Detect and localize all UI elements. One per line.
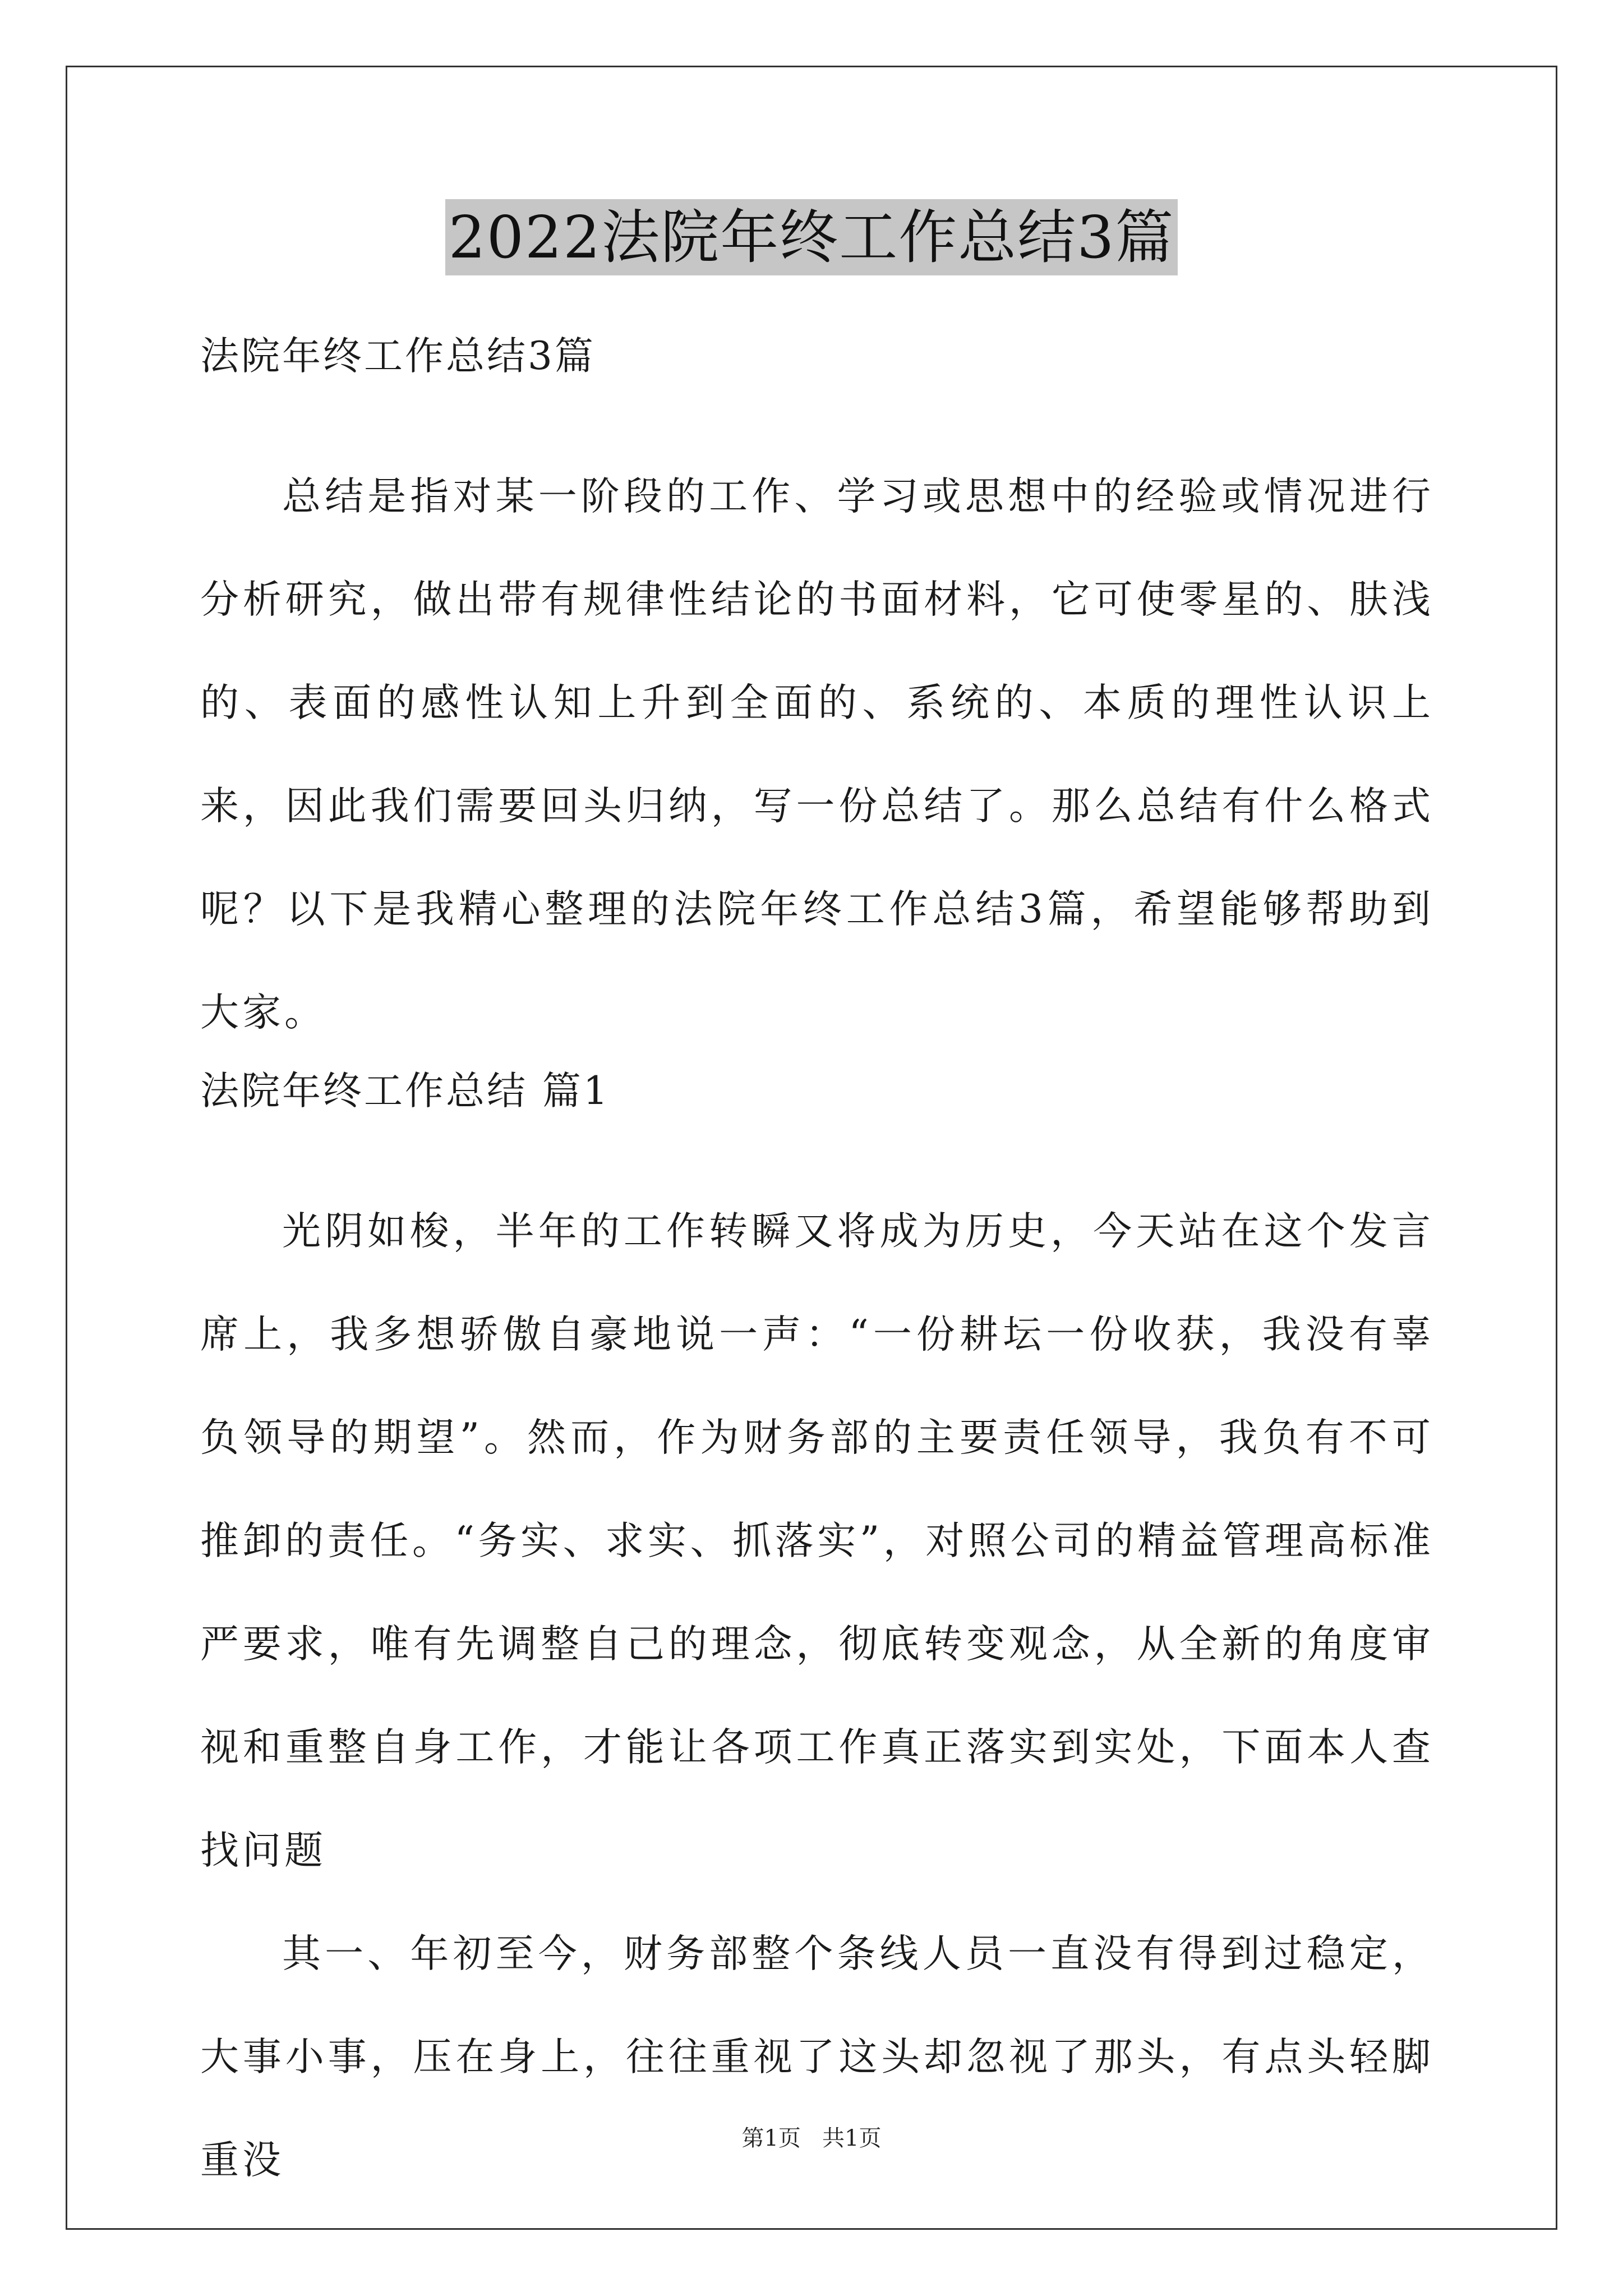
section-heading: 法院年终工作总结 篇1 bbox=[200, 1069, 610, 1114]
title-container bbox=[0, 199, 1623, 275]
document-title: 2022法院年终工作总结3篇 bbox=[445, 199, 1178, 275]
section-paragraph-1: 光阴如梭，半年的工作转瞬又将成为历史，今天站在这个发言席上，我多想骄傲自豪地说一声：“一份耕坛一份收获，我没有辜负领导的期望”。然而，作为财务部的主要责任领导，我负有不可推卸的责任。“务实、求实、抓落实”，对照公司的精益管理高标准严要求，唯有先调整自己的理念，彻底转变观念，从全新的角度审视和重整自身工作，才能让各项工作真正落实到实处，下面本人查找问题 bbox=[200, 1209, 1434, 1873]
intro-paragraph: 总结是指对某一阶段的工作、学习或思想中的经验或情况进行分析研究，做出带有规律性结论的书面材料，它可使零星的、肤浅的、表面的感性认知上升到全面的、系统的、本质的理性认识上来，因此我们需要回头归纳，写一份总结了。那么总结有什么格式呢？以下是我精心整理的法院年终工作总结3篇，希望能够帮助到大家。 bbox=[200, 474, 1434, 1035]
document-subtitle: 法院年终工作总结3篇 bbox=[200, 334, 596, 379]
section-body bbox=[200, 1180, 1434, 2212]
page-footer: 第1页 共1页 bbox=[741, 2125, 882, 2151]
section-paragraph-2: 其一、年初至今，财务部整个条线人员一直没有得到过稳定，大事小事，压在身上，往往重视了这头却忽视了那头，有点头轻脚重没 bbox=[200, 1931, 1434, 2183]
intro-block bbox=[200, 445, 1434, 1064]
